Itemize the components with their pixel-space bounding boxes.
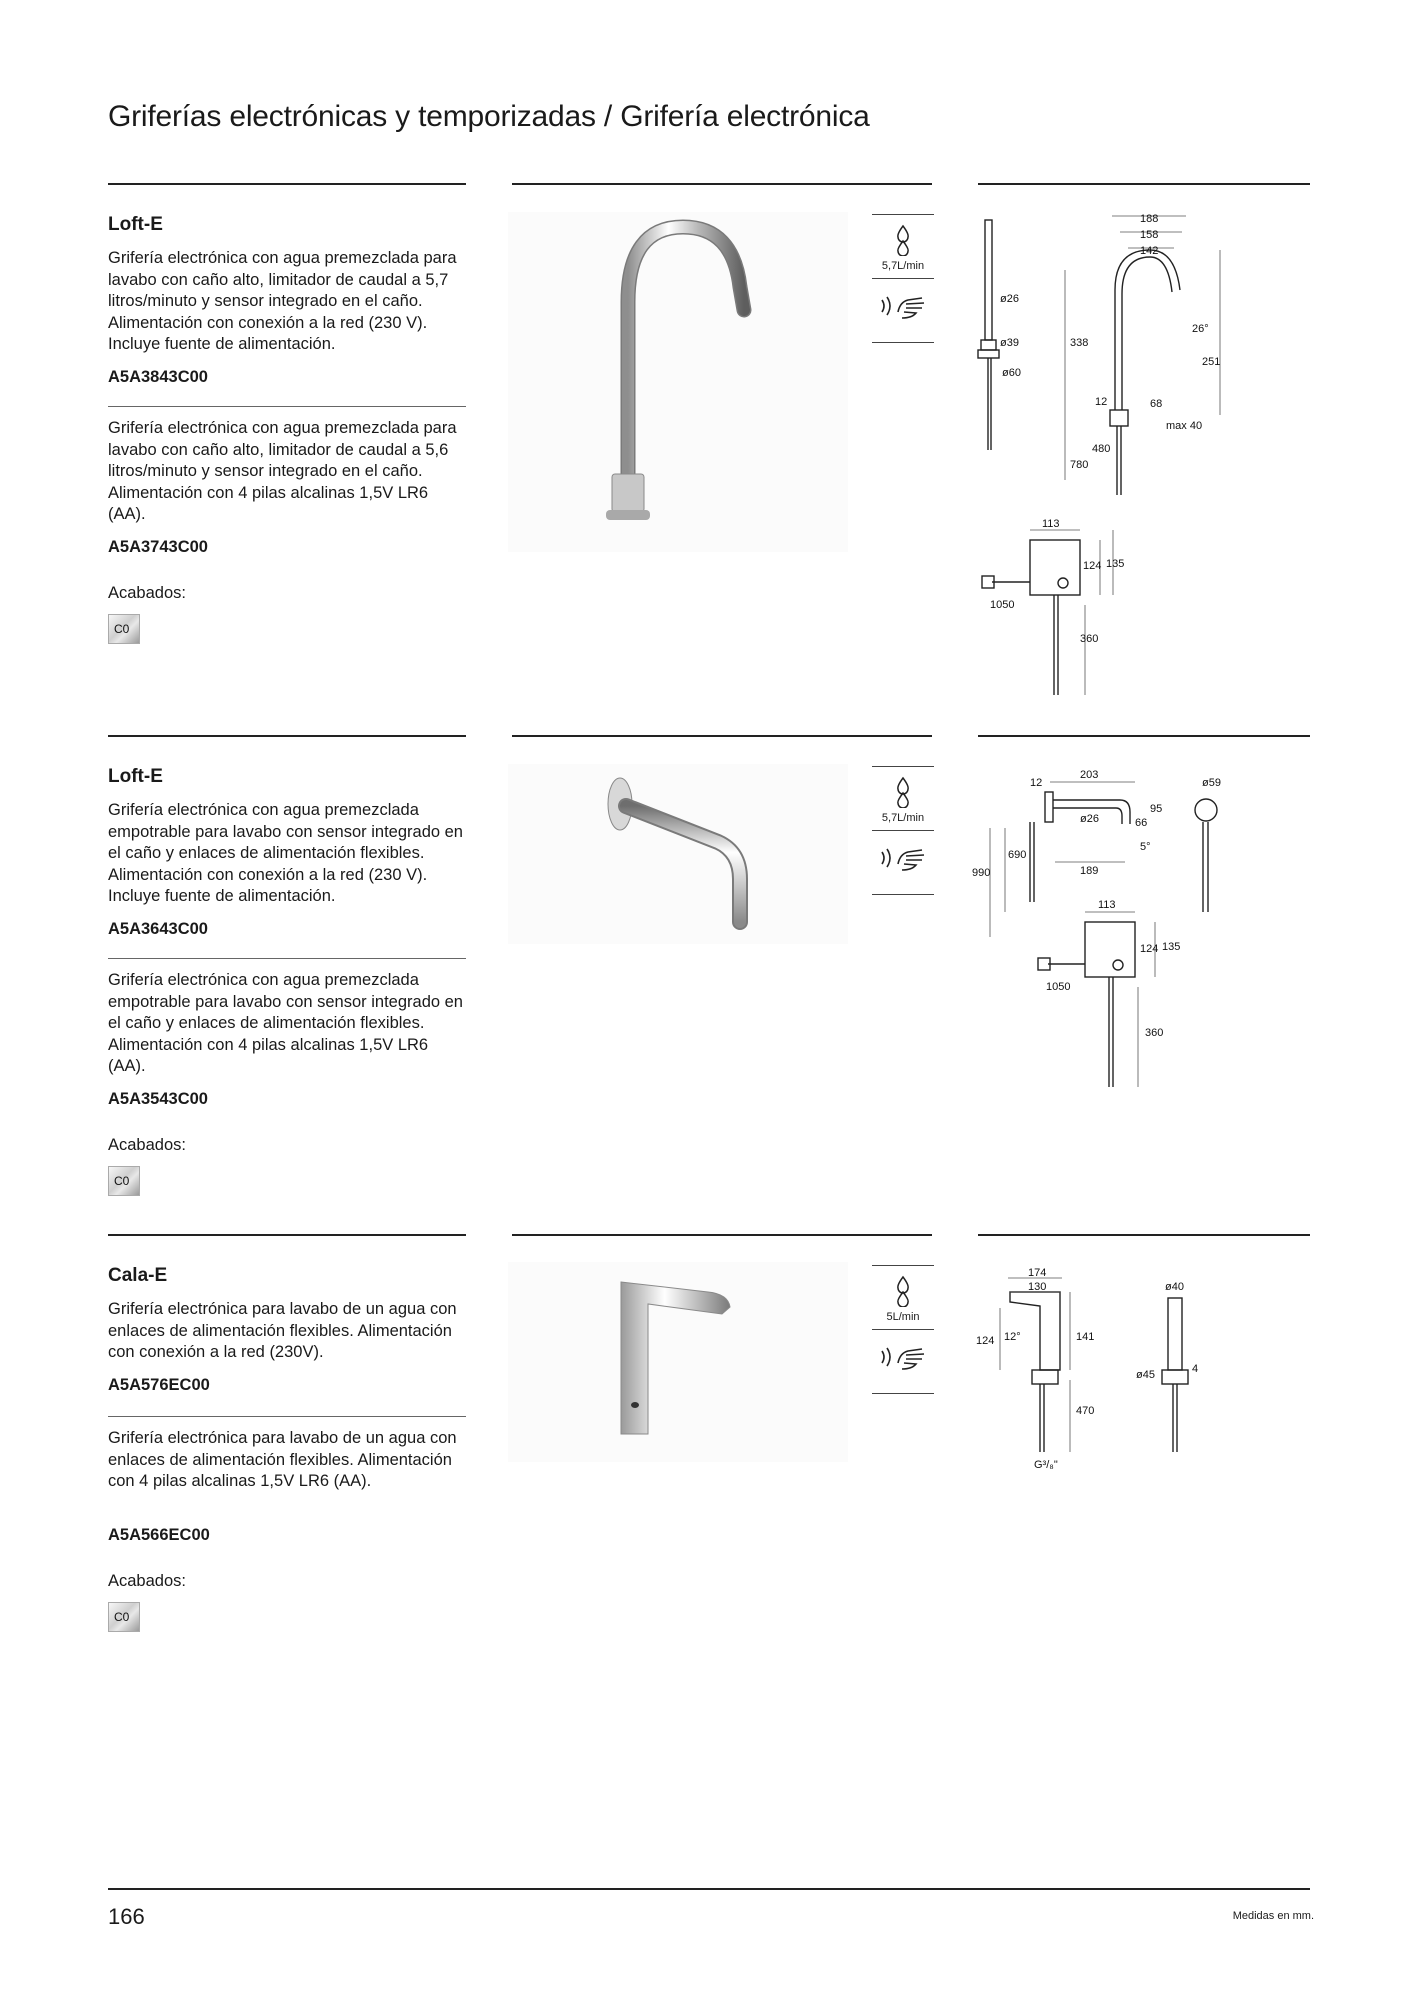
dim-label: 5° xyxy=(1140,841,1151,853)
finish-swatch-chrome: C0 xyxy=(108,1166,140,1196)
dim-label: max 40 xyxy=(1166,420,1203,432)
dim-label: 690 xyxy=(1008,849,1027,861)
variant-divider xyxy=(108,406,466,407)
dim-label: 135 xyxy=(1162,941,1181,953)
product-description: Grifería electrónica para lavabo de un agua con enlaces de alimentación flexibles. Alimentación con conexión a la red (230V). xyxy=(108,1300,457,1361)
finish-swatch-chrome: C0 xyxy=(108,614,140,644)
dim-label: 780 xyxy=(1070,459,1089,471)
hand-sensor-icon xyxy=(878,1343,928,1373)
dim-label: ø26 xyxy=(1000,293,1019,305)
dim-label: 1050 xyxy=(1046,981,1071,993)
product-photo xyxy=(508,1262,848,1462)
water-drops-icon xyxy=(894,224,912,256)
water-drops-icon xyxy=(894,776,912,808)
section-rule xyxy=(108,183,466,185)
product-description: Grifería electrónica con agua premezclada empotrable para lavabo con sensor integrado en el caño y enlaces de alimentación flexibles. Alimentación con 4 pilas alcalinas 1,5V LR6 (AA). xyxy=(108,971,463,1075)
units-footnote: Medidas en mm. xyxy=(1232,1910,1314,1922)
dim-label: 124 xyxy=(976,1335,995,1347)
flow-rate: 5L/min xyxy=(886,1311,920,1323)
section-rule xyxy=(978,1234,1310,1236)
dim-label: 113 xyxy=(1042,518,1060,530)
dim-label: 141 xyxy=(1076,1331,1095,1343)
dim-label: 470 xyxy=(1076,1405,1095,1417)
dim-label: 990 xyxy=(972,867,991,879)
dim-label: 95 xyxy=(1150,803,1163,815)
product-title: Loft-E xyxy=(108,766,163,787)
dim-label: 135 xyxy=(1106,558,1125,570)
dim-label: 1050 xyxy=(990,599,1015,611)
flow-rate: 5,7L/min xyxy=(881,812,925,824)
dim-label: ø39 xyxy=(1000,337,1019,349)
dim-label: 124 xyxy=(1140,943,1159,955)
technical-drawing xyxy=(970,1262,1310,1482)
dim-label: 130 xyxy=(1028,1281,1047,1293)
footer-rule xyxy=(108,1888,1310,1890)
dim-label: 12 xyxy=(1030,777,1043,789)
flow-rate: 5,7L/min xyxy=(881,260,925,272)
page-number: 166 xyxy=(108,1904,145,1929)
feature-icons xyxy=(872,1265,934,1395)
section-rule xyxy=(512,735,932,737)
dim-label: 142 xyxy=(1140,245,1159,257)
dim-label: ø40 xyxy=(1165,1281,1184,1293)
product-code: A5A3743C00 xyxy=(108,538,208,556)
section-rule xyxy=(108,1234,466,1236)
dim-label: 124 xyxy=(1083,560,1102,572)
section-rule xyxy=(978,183,1310,185)
dim-label: ø59 xyxy=(1202,777,1221,789)
dim-label: 188 xyxy=(1140,213,1159,225)
product-photo xyxy=(508,212,848,552)
technical-drawing xyxy=(970,210,1310,710)
product-code: A5A3543C00 xyxy=(108,1090,208,1108)
feature-icons xyxy=(872,214,934,344)
product-photo xyxy=(508,764,848,944)
page-title: Griferías electrónicas y temporizadas / Grifería electrónica xyxy=(108,100,870,133)
product-code: A5A566EC00 xyxy=(108,1526,210,1544)
dim-label: ø26 xyxy=(1080,813,1099,825)
product-title: Cala-E xyxy=(108,1265,168,1286)
product-description: Grifería electrónica con agua premezclada para lavabo con caño alto, limitador de caudal a 5,6 litros/minuto y sensor integrado en el caño. Alimentación con 4 pilas alcalinas 1,5V LR6 (AA). xyxy=(108,419,457,523)
dim-label: 113 xyxy=(1098,899,1116,911)
product-title: Loft-E xyxy=(108,214,163,235)
dim-label: 66 xyxy=(1135,817,1148,829)
dim-label: ø60 xyxy=(1002,367,1021,379)
dim-label: 480 xyxy=(1092,443,1111,455)
water-drops-icon xyxy=(894,1275,912,1307)
dim-label: ø45 xyxy=(1136,1369,1155,1381)
dim-label: 203 xyxy=(1080,769,1099,781)
dim-label: 338 xyxy=(1070,337,1089,349)
product-description: Grifería electrónica con agua premezclada para lavabo con caño alto, limitador de caudal a 5,7 litros/minuto y sensor integrado en el caño. Alimentación con conexión a la red (230 V). Incluye fuente de alimentación. xyxy=(108,249,457,353)
dim-label: 26° xyxy=(1192,323,1209,335)
product-code: A5A576EC00 xyxy=(108,1376,210,1394)
dim-label: G³/₈" xyxy=(1034,1459,1058,1471)
variant-divider xyxy=(108,1416,466,1417)
dim-label: 360 xyxy=(1080,633,1099,645)
product-code: A5A3643C00 xyxy=(108,920,208,938)
dim-label: 4 xyxy=(1192,1363,1199,1375)
product-code: A5A3843C00 xyxy=(108,368,208,386)
dim-label: 174 xyxy=(1028,1267,1047,1279)
finishes-label: Acabados: xyxy=(108,584,186,602)
dim-label: 68 xyxy=(1150,398,1163,410)
dim-label: 251 xyxy=(1202,356,1221,368)
feature-icons xyxy=(872,766,934,896)
product-description: Grifería electrónica con agua premezclada empotrable para lavabo con sensor integrado en el caño y enlaces de alimentación flexibles. Alimentación con conexión a la red (230 V). Incluye fuente de alimentación. xyxy=(108,801,463,905)
dim-label: 12° xyxy=(1004,1331,1021,1343)
finishes-label: Acabados: xyxy=(108,1572,186,1590)
section-rule xyxy=(978,735,1310,737)
hand-sensor-icon xyxy=(878,844,928,874)
section-rule xyxy=(512,1234,932,1236)
section-rule xyxy=(108,735,466,737)
dim-label: 189 xyxy=(1080,865,1099,877)
finishes-label: Acabados: xyxy=(108,1136,186,1154)
dim-label: 12 xyxy=(1095,396,1108,408)
section-rule xyxy=(512,183,932,185)
finish-swatch-chrome: C0 xyxy=(108,1602,140,1632)
dim-label: 158 xyxy=(1140,229,1159,241)
variant-divider xyxy=(108,958,466,959)
technical-drawing xyxy=(970,762,1310,1102)
product-description: Grifería electrónica para lavabo de un agua con enlaces de alimentación flexibles. Alimentación con 4 pilas alcalinas 1,5V LR6 (AA). xyxy=(108,1429,457,1490)
hand-sensor-icon xyxy=(878,292,928,322)
dim-label: 360 xyxy=(1145,1027,1164,1039)
